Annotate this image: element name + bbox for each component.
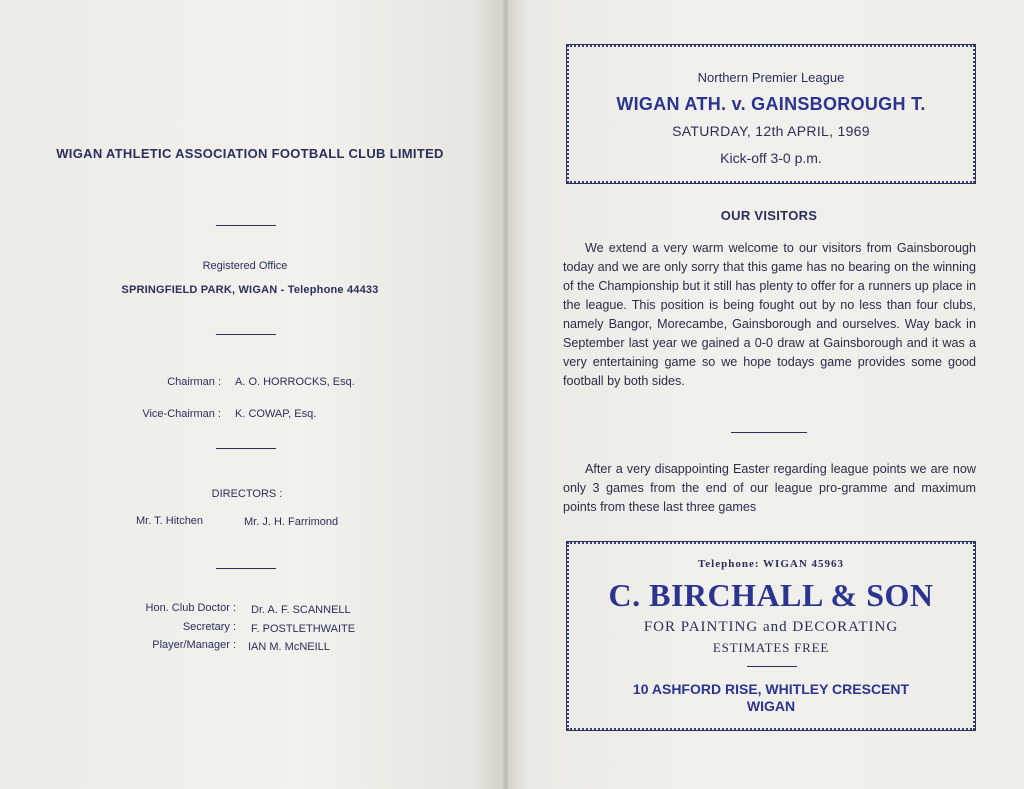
match-title: WIGAN ATH. v. GAINSBOROUGH T. — [616, 94, 926, 114]
director-name: Mr. T. Hitchen — [136, 515, 204, 527]
club-title: WIGAN ATHLETIC ASSOCIATION FOOTBALL CLUB LIMITED — [56, 146, 444, 161]
match-date: SATURDAY, 12th APRIL, 1969 — [672, 123, 870, 139]
divider — [731, 432, 807, 433]
left-page — [0, 0, 506, 789]
advert-business-name: C. BIRCHALL & SON — [608, 577, 934, 613]
advert-telephone: Telephone: WIGAN 45963 — [697, 558, 845, 570]
advert-address: 10 ASHFORD RISE, WHITLEY CRESCENT — [632, 681, 910, 697]
advert-estimates: ESTIMATES FREE — [712, 640, 830, 655]
divider — [747, 666, 797, 667]
divider — [216, 448, 276, 449]
kickoff-time: Kick-off 3-0 p.m. — [720, 150, 822, 166]
club-address: SPRINGFIELD PARK, WIGAN - Telephone 44433 — [121, 284, 379, 296]
visitors-heading: OUR VISITORS — [720, 208, 818, 223]
easter-paragraph — [563, 460, 976, 517]
league-name: Northern Premier League — [697, 70, 845, 85]
staff-name: F. POSTLETHWAITE — [251, 623, 356, 635]
vice-chairman-name: K. COWAP, Esq. — [235, 408, 317, 420]
birchall-advert — [566, 541, 976, 731]
paragraph-text: After a very disappointing Easter regarding league points we are now only 3 games from the end of our league pro-gramme and maximum points from these last three games — [563, 462, 976, 514]
staff-label: Secretary : — [182, 621, 236, 633]
vice-chairman-label: Vice-Chairman : — [142, 408, 221, 420]
directors-heading: DIRECTORS : — [211, 488, 283, 500]
staff-label: Player/Manager : — [152, 639, 236, 651]
director-name: Mr. J. H. Farrimond — [244, 516, 339, 528]
chairman-name: A. O. HORROCKS, Esq. — [235, 376, 355, 388]
staff-label: Hon. Club Doctor : — [145, 602, 236, 614]
paragraph-text: We extend a very warm welcome to our visitors from Gainsborough today and we are only sorry that this game has no bearing on the winning of the Championship but it still has plenty to offer for a runners up place in the league. This position is being fought out by no less than four clubs, namely Bangor, Morecambe, Gainsborough and ourselves. Way back in September last year we gained a 0-0 draw at Gainsborough and it was a very entertaining game so we hope todays game provides some good football by both sides. — [563, 241, 976, 388]
divider — [216, 568, 276, 569]
registered-office-label: Registered Office — [202, 260, 288, 272]
visitors-paragraph — [563, 239, 976, 391]
staff-name: Dr. A. F. SCANNELL — [251, 604, 351, 616]
divider — [216, 225, 276, 226]
fixture-box — [566, 44, 976, 184]
divider — [216, 334, 276, 335]
advert-trade: FOR PAINTING and DECORATING — [643, 619, 899, 635]
advert-town: WIGAN — [746, 698, 796, 714]
staff-name: IAN M. McNEILL — [248, 641, 330, 653]
chairman-label: Chairman : — [167, 376, 221, 388]
